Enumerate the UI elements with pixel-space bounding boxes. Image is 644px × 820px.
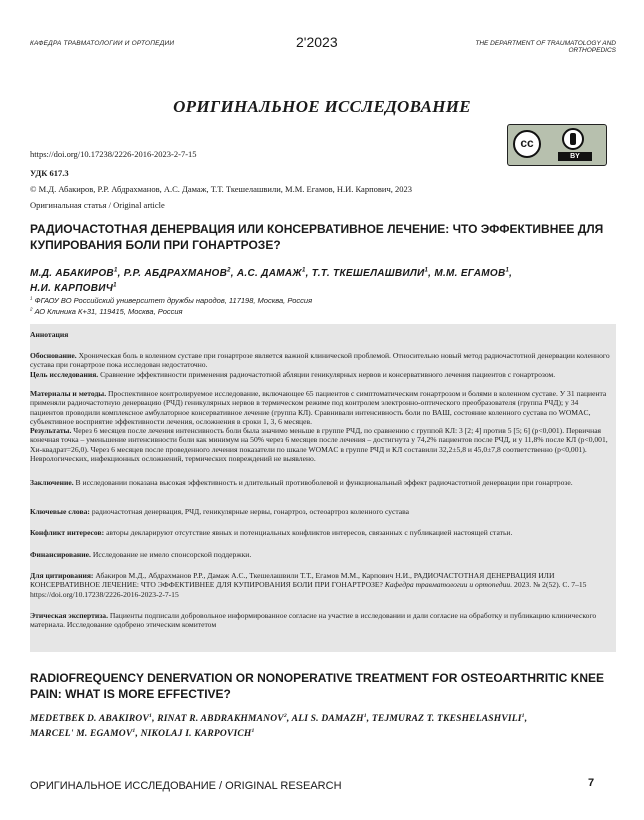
- author: ALI S. DAMAZH$^1$,: [291, 712, 372, 724]
- abstract-heading: Аннотация: [30, 330, 69, 339]
- author: NIKOLAJ I. KARPOVICH$^1$: [140, 727, 255, 739]
- author: Н.И. КАРПОВИЧ$^1$: [30, 282, 117, 294]
- affiliation: $^2$ АО Клиника К+31, 119415, Москва, Россия: [30, 306, 183, 316]
- doi-link[interactable]: https://doi.org/10.17238/2226-2016-2023-2-7-15: [30, 149, 197, 159]
- author: TEJMURAZ T. TKESHELASHVILI$^1$,: [371, 712, 528, 724]
- section-title: ОРИГИНАЛЬНОЕ ИССЛЕДОВАНИЕ: [173, 97, 471, 116]
- cc-by-license-badge[interactable]: [507, 124, 607, 166]
- abstract-rationale: Обоснование. Хроническая боль в коленном суставе при гонартрозе является важной клинической проблемой. Относительно новый метод радиочастотной денервации коленного сустава при гонартрозе пока исследован недостаточно.: [30, 351, 610, 370]
- author: А.С. ДАМАЖ$^1$,: [236, 267, 312, 279]
- ethics-review: Этическая экспертиза. Пациенты подписали добровольное информированное согласие на участие в исследовании и дали согласие на обработку и публикацию клинического материала. Исследование одобрено этическим комитетом: [30, 611, 597, 630]
- funding: Финансирование. Исследование не имело спонсорской поддержки.: [30, 550, 252, 559]
- article-title-en: RADIOFREQUENCY DENERVATION OR NONOPERATIVE TREATMENT FOR OSTEOARTHRITIC KNEE PAIN: WHAT IS MORE EFFECTIVE?: [30, 671, 605, 701]
- cc-icon: cc: [513, 130, 541, 158]
- author: RINAT R. ABDRAKHMANOV$^2$,: [157, 712, 292, 724]
- by-label: BY: [558, 152, 592, 161]
- abstract-methods: Материалы и методы. Проспективное контролируемое исследование, включающее 65 пациентов с симптоматическим гонартрозом и болями в коленном суставе. У 31 пациента применяли радиочастотную денервацию (РЧД) геникулярных нервов в термическом режиме под контролем электронно-оптического преобразователя (группа РЧД); у 34 пациентов проводили комплексное амбулаторное консервативное лечение (группа КЛ). Сравнивали интенсивность боли по ВАШ, состояние коленного сустава по WOMAC, субъективное восприятие эффективности лечения, осложнения в сроки 1, 3, 6 месяцев.: [30, 389, 607, 427]
- conflict-of-interest: Конфликт интересов: авторы декларируют отсутствие явных и потенциальных конфликтов интересов, связанных с публикацией настоящей статьи.: [30, 528, 513, 537]
- author: М.М. ЕГАМОВ$^1$,: [434, 267, 513, 279]
- author: MARCEL' M. EGAMOV$^1$,: [30, 727, 141, 739]
- journal-name-en: THE DEPARTMENT OF TRAUMATOLOGY AND ORTHOPEDICS: [475, 40, 616, 54]
- citation: Для цитирования: Абакиров М.Д., Абдрахманов Р.Р., Дамаж А.С., Ткешелашвили Т.Т., Егамов М.М., Карпович Н.И., РАДИОЧАСТОТНАЯ ДЕНЕРВАЦИЯ ИЛИ КОНСЕРВАТИВНОЕ ЛЕЧЕНИЕ: ЧТО ЭФФЕКТИВНЕЕ ДЛЯ КУПИРОВАНИЯ БОЛИ ПРИ ГОНАРТРОЗЕ? Кафедра травматологии и ортопедии. 2023. № 2(52). С. 7–15 https://doi.org/10.17238/2226-2016-2023-2-7-15: [30, 571, 587, 599]
- affiliation: $^1$ ФГАОУ ВО Российский университет дружбы народов, 117198, Москва, Россия: [30, 295, 313, 305]
- abstract-conclusion: Заключение. В исследовании показана высокая эффективность и длительный противоболевой и функциональный эффект радиочастотной денервации при гонартрозе.: [30, 478, 573, 487]
- article-title-ru: РАДИОЧАСТОТНАЯ ДЕНЕРВАЦИЯ ИЛИ КОНСЕРВАТИВНОЕ ЛЕЧЕНИЕ: ЧТО ЭФФЕКТИВНЕЕ ДЛЯ КУПИРОВАНИЯ БОЛИ ПРИ ГОНАРТРОЗЕ?: [30, 222, 604, 252]
- copyright-line: © М.Д. Абакиров, Р.Р. Абдрахманов, А.С. Дамаж, Т.Т. Ткешелашвили, М.М. Егамов, Н.И. Карпович, 2023: [30, 184, 412, 194]
- author: MEDETBEK D. ABAKIROV$^1$,: [30, 712, 158, 724]
- author: М.Д. АБАКИРОВ$^1$,: [30, 267, 124, 279]
- footer-section-label: ОРИГИНАЛЬНОЕ ИССЛЕДОВАНИЕ / ORIGINAL RESEARCH: [30, 780, 342, 792]
- journal-name-ru: КАФЕДРА ТРАВМАТОЛОГИИ И ОРТОПЕДИИ: [30, 40, 175, 47]
- author: Т.Т. ТКЕШЕЛАШВИЛИ$^1$,: [311, 267, 435, 279]
- udk-code: УДК 617.3: [30, 168, 69, 178]
- issue-number: 2'2023: [296, 34, 338, 50]
- article-type: Оригинальная статья / Original article: [30, 200, 165, 210]
- abstract-results: Результаты. Через 6 месяцев после лечения интенсивность боли была значимо меньше в группе РЧД, по сравнению с группой КЛ: 3 [2; 4] против 5 [5; 6] (p<0,001). Первичная конечная точка – уменьшение интенсивности боли как минимум на 50% через 6 месяцев после лечения – достигнута у 74,2% пациентов после РЧД, и у 11,8% после КЛ (p<0,001, Хи-квадрат=26,0). Через 6 месяцев после проведенного лечения показатели по шкале WOMAC в группе РЧД и КЛ составили 32,2±5,8 и 45,0±7,8 соответственно (p<0,001). Неврологических, инфекционных осложнений, термических повреждений не выявлено.: [30, 426, 608, 464]
- keywords: Ключевые слова: радиочастотная денервация, РЧД, геникулярные нервы, гонартроз, остеоартроз коленного сустава: [30, 507, 410, 516]
- authors-ru: [30, 266, 615, 296]
- author: Р.Р. АБДРАХМАНОВ$^2$,: [123, 267, 237, 279]
- person-icon: [562, 128, 584, 150]
- abstract-aim: Цель исследования. Сравнение эффективности применения радиочастотной абляции геникулярных нервов и консервативного лечения пациентов с гонартрозом.: [30, 370, 556, 379]
- page-number: 7: [588, 777, 595, 789]
- authors-en: [30, 712, 620, 742]
